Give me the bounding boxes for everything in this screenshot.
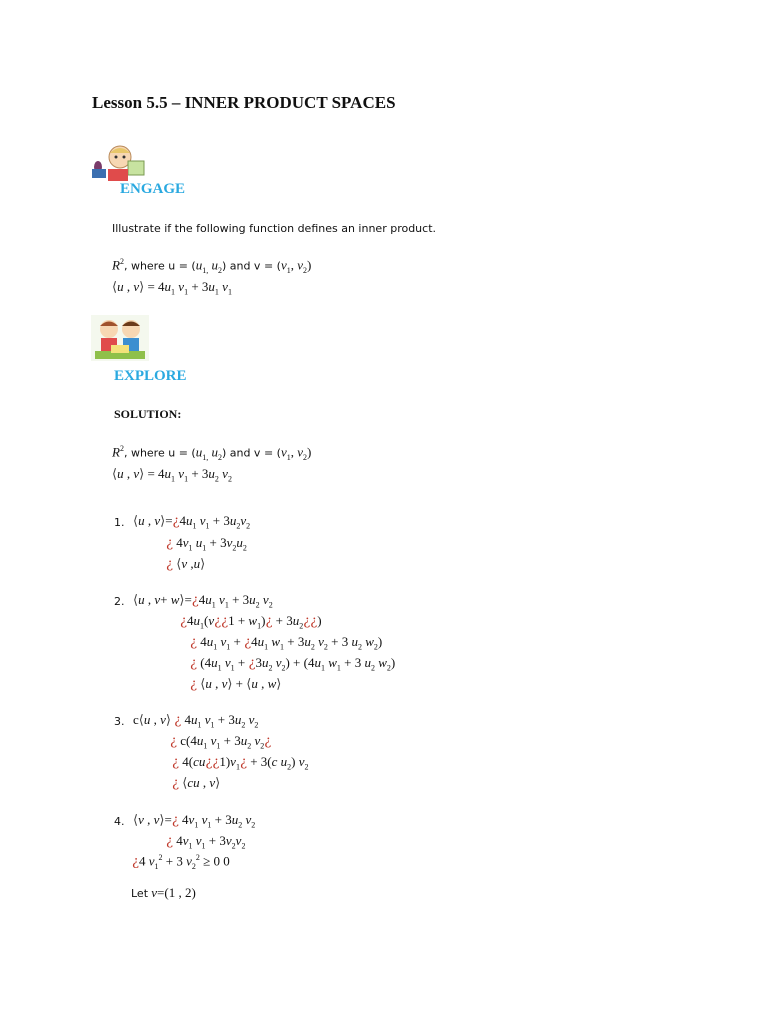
step2-line5: ¿ ⟨u , v⟩ + ⟨u , w⟩ xyxy=(190,676,282,692)
page-title: Lesson 5.5 – INNER PRODUCT SPACES xyxy=(92,93,396,112)
explore-space-line: $R^2$, where $u = (u_{1,}$ $u_2$) and $v = (v_1$, $v_2$) xyxy=(112,444,312,462)
step2-line4: ¿ ($4u_1$ $v_1$ + ¿$3u_2$ $v_2) + (4u_1$ $w_1 + 3$ $u_2$ $w_2$) xyxy=(190,655,396,673)
step2-line3: ¿ $4u_1$ $v_1$ + ¿$4u_1$ $w_1 + 3u_2$ $v_2 + 3$ $u_2$ $w_2$) xyxy=(190,634,383,652)
engage-space-line: $R^2$, where $u = (u_{1,}$ $u_2$) and $v = (v_1$, $v_2$) xyxy=(112,257,312,275)
step-number-1: 1. xyxy=(114,516,125,529)
solution-label: SOLUTION: xyxy=(114,407,182,421)
child-reading-icon xyxy=(88,143,148,183)
explore-definition: ⟨u , v⟩ = $4u_1$ $v_1 + 3u_2$ $v_2$ xyxy=(112,466,232,484)
step2-line2: ¿$4u_1(v¿¿1$ + $w_1)¿$ + $3u_2¿¿$) xyxy=(180,613,322,631)
engage-heading: ENGAGE xyxy=(120,181,186,197)
engage-definition: ⟨u , v⟩ = $4u_1$ $v_1 + 3u_1$ $v_1$ xyxy=(112,279,232,297)
step4-line3: ¿4 $v_1^2 + 3$ $v_2^2 \ge 0$ 0 xyxy=(132,853,230,871)
step-number-4: 4. xyxy=(114,815,125,828)
step3-line1: c⟨u , v⟩ ¿ $4u_1$ $v_1 + 3u_2$ $v_2$ xyxy=(133,712,259,730)
explore-heading: EXPLORE xyxy=(114,368,187,384)
step1-line1: ⟨u , $v⟩=¿4u_1$ $v_1 + 3u_2v_2$ xyxy=(133,513,251,531)
let-line: Let v=(1 , 2) xyxy=(131,885,196,900)
step-number-3: 3. xyxy=(114,715,125,728)
step3-line4: ¿ ⟨cu , v⟩ xyxy=(172,775,221,791)
step3-line3: ¿ $4(cu¿¿1)v_1¿ + 3(c$ $u_2$) $v_2$ xyxy=(172,754,309,772)
engage-prompt: Illustrate if the following function defines an inner product. xyxy=(112,222,437,235)
step1-line3: ¿ ⟨v ,u⟩ xyxy=(166,556,206,572)
step4-line1: ⟨v , v⟩=¿ $4v_1$ $v_1 + 3u_2$ $v_2$ xyxy=(133,812,256,830)
step4-line2: ¿ $4v_1$ $v_1 + 3v_2v_2$ xyxy=(166,833,246,851)
step2-line1: ⟨u , $v+ w⟩=¿4u_1$ $v_1 + 3u_2$ $v_2$ xyxy=(133,592,273,610)
step-number-2: 2. xyxy=(114,595,125,608)
children-learning-icon xyxy=(91,315,149,361)
step3-line2: ¿ $c(4u_1$ $v_1 + 3u_2$ $v_2¿$ xyxy=(170,733,272,751)
step1-line2: ¿ $4v_1$ $u_1 + 3v_2u_2$ xyxy=(166,535,247,553)
